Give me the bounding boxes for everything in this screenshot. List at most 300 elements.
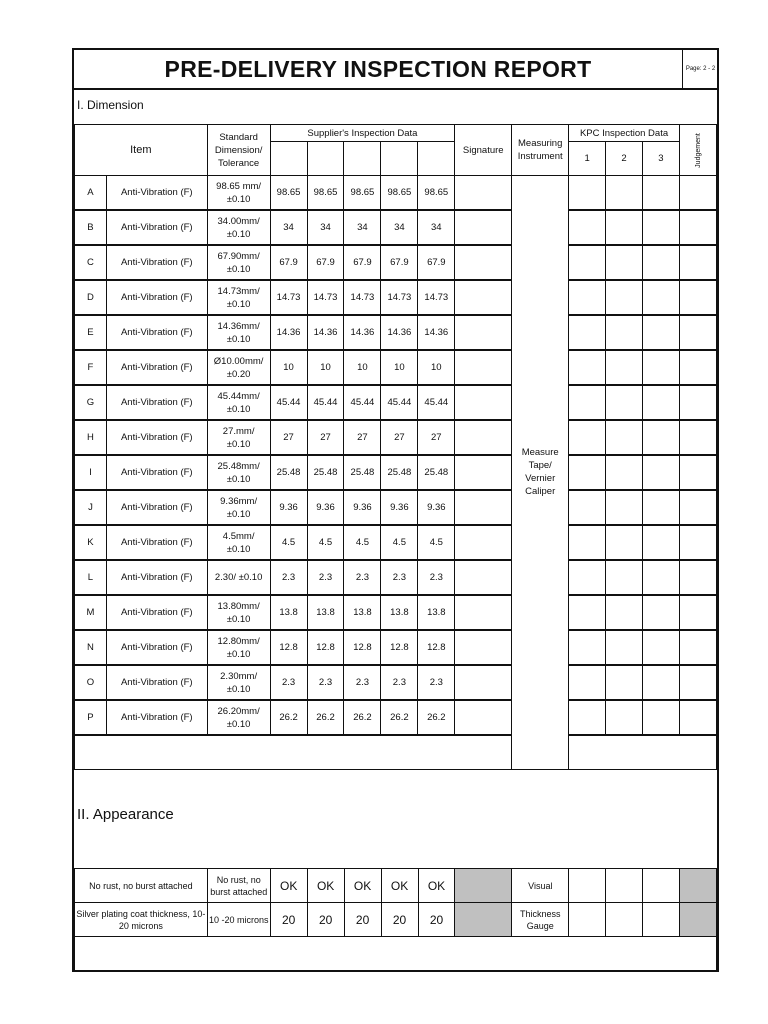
signature-cell bbox=[455, 420, 512, 455]
judgement-cell bbox=[679, 630, 716, 665]
kpc-value-3 bbox=[642, 490, 679, 525]
signature-cell bbox=[455, 176, 512, 211]
table-row bbox=[75, 560, 717, 595]
standard-tolerance: ±0.10 bbox=[226, 438, 251, 450]
kpc-value-1 bbox=[569, 280, 606, 315]
supplier-value-5: 34 bbox=[418, 210, 455, 245]
supplier-value-1: OK bbox=[270, 869, 307, 903]
judgement-cell bbox=[680, 869, 717, 903]
standard-value: 45.44mm/ bbox=[217, 390, 260, 402]
kpc-value-2 bbox=[606, 525, 643, 560]
standard-value: Ø10.00mm/ bbox=[213, 355, 264, 367]
judgement-cell bbox=[679, 665, 716, 700]
supplier-value-1: 10 bbox=[270, 350, 307, 385]
signature-cell bbox=[455, 903, 512, 937]
supplier-value-2: 26.2 bbox=[307, 700, 344, 735]
table-row bbox=[75, 420, 717, 455]
supplier-value-4: 98.65 bbox=[381, 176, 418, 211]
supplier-value-2: 98.65 bbox=[307, 176, 344, 211]
table-row bbox=[75, 350, 717, 385]
supplier-value-5: 25.48 bbox=[418, 455, 455, 490]
row-code: I bbox=[75, 455, 107, 490]
measuring-instrument-cell: Visual bbox=[512, 869, 569, 903]
kpc-value-1 bbox=[569, 595, 606, 630]
kpc-value-2 bbox=[606, 869, 643, 903]
supplier-value-4: 13.8 bbox=[381, 595, 418, 630]
judgement-cell bbox=[679, 455, 716, 490]
standard-tolerance: ±0.10 bbox=[226, 263, 251, 275]
supplier-value-4: 67.9 bbox=[381, 245, 418, 280]
standard-value: 4.5mm/ bbox=[222, 530, 255, 542]
kpc-value-1 bbox=[569, 420, 606, 455]
supplier-data-header: Supplier's Inspection Data bbox=[270, 125, 455, 142]
judgement-cell bbox=[679, 245, 716, 280]
supplier-value-3: 12.8 bbox=[344, 630, 381, 665]
judgement-cell bbox=[679, 385, 716, 420]
standard-tolerance: ±0.10 bbox=[226, 473, 251, 485]
row-code: A bbox=[75, 176, 107, 211]
dimension-table bbox=[74, 124, 717, 770]
row-standard bbox=[207, 630, 270, 665]
supplier-value-1: 4.5 bbox=[270, 525, 307, 560]
signature-cell bbox=[455, 595, 512, 630]
row-code: G bbox=[75, 385, 107, 420]
row-item: Anti-Vibration (F) bbox=[106, 245, 207, 280]
supplier-value-2: 45.44 bbox=[307, 385, 344, 420]
row-code: C bbox=[75, 245, 107, 280]
judgement-cell bbox=[679, 176, 716, 211]
row-item: Anti-Vibration (F) bbox=[106, 315, 207, 350]
kpc-value-1 bbox=[569, 630, 606, 665]
row-item: Anti-Vibration (F) bbox=[106, 630, 207, 665]
standard-tolerance: ±0.10 bbox=[226, 508, 251, 520]
supplier-value-1: 45.44 bbox=[270, 385, 307, 420]
kpc-value-3 bbox=[642, 210, 679, 245]
table-row bbox=[75, 315, 717, 350]
kpc-value-3 bbox=[642, 176, 679, 211]
kpc-value-2 bbox=[606, 245, 643, 280]
standard-tolerance: ±0.10 bbox=[226, 298, 251, 310]
supplier-value-3: 14.36 bbox=[344, 315, 381, 350]
standard-value: 14.36mm/ bbox=[217, 320, 260, 332]
row-code: O bbox=[75, 665, 107, 700]
supplier-value-3: 34 bbox=[344, 210, 381, 245]
row-standard bbox=[207, 210, 270, 245]
supplier-value-3: OK bbox=[344, 869, 381, 903]
supplier-value-4: 12.8 bbox=[381, 630, 418, 665]
kpc-value-1 bbox=[569, 176, 606, 211]
supplier-value-1: 14.36 bbox=[270, 315, 307, 350]
supplier-value-3: 14.73 bbox=[344, 280, 381, 315]
supplier-value-5: 14.73 bbox=[418, 280, 455, 315]
title-row bbox=[74, 50, 717, 90]
supplier-value-4: 34 bbox=[381, 210, 418, 245]
standard-tolerance: ±0.10 bbox=[226, 543, 251, 555]
kpc-value-2 bbox=[606, 595, 643, 630]
supplier-value-1: 2.3 bbox=[270, 560, 307, 595]
signature-cell bbox=[455, 560, 512, 595]
supplier-value-2: OK bbox=[307, 869, 344, 903]
row-item: Anti-Vibration (F) bbox=[106, 455, 207, 490]
standard-tolerance: ±0.10 bbox=[226, 613, 251, 625]
supplier-value-1: 67.9 bbox=[270, 245, 307, 280]
standard-value: 27.mm/ bbox=[222, 425, 255, 437]
kpc-value-3 bbox=[642, 455, 679, 490]
kpc-value-1 bbox=[569, 245, 606, 280]
kpc-value-3 bbox=[642, 280, 679, 315]
supplier-value-4: 2.3 bbox=[381, 560, 418, 595]
signature-cell bbox=[455, 490, 512, 525]
kpc-value-3 bbox=[642, 560, 679, 595]
supplier-value-1: 14.73 bbox=[270, 280, 307, 315]
row-item: Anti-Vibration (F) bbox=[106, 350, 207, 385]
supplier-value-5: OK bbox=[418, 869, 455, 903]
standard-value: 67.90mm/ bbox=[217, 250, 260, 262]
row-code: P bbox=[75, 700, 107, 735]
kpc-value-2 bbox=[606, 210, 643, 245]
standard-value: 2.30/ ±0.10 bbox=[214, 572, 263, 583]
supplier-value-2: 67.9 bbox=[307, 245, 344, 280]
supplier-value-4: 2.3 bbox=[381, 665, 418, 700]
kpc-value-3 bbox=[642, 525, 679, 560]
standard-value: 13.80mm/ bbox=[217, 600, 260, 612]
supplier-value-4: 10 bbox=[381, 350, 418, 385]
row-code: D bbox=[75, 280, 107, 315]
supplier-value-5: 13.8 bbox=[418, 595, 455, 630]
signature-cell bbox=[455, 385, 512, 420]
standard-value: 34.00mm/ bbox=[217, 215, 260, 227]
supplier-value-2: 20 bbox=[307, 903, 344, 937]
standard-tolerance: ±0.10 bbox=[226, 648, 251, 660]
supplier-value-3: 45.44 bbox=[344, 385, 381, 420]
supplier-value-4: 27 bbox=[381, 420, 418, 455]
supplier-value-1: 34 bbox=[270, 210, 307, 245]
supplier-value-2: 13.8 bbox=[307, 595, 344, 630]
measuring-instrument-cell: Measure Tape/ Vernier Caliper bbox=[512, 176, 569, 770]
kpc-value-2 bbox=[606, 903, 643, 937]
row-code: H bbox=[75, 420, 107, 455]
kpc-value-2 bbox=[606, 176, 643, 211]
row-standard bbox=[207, 245, 270, 280]
row-standard bbox=[207, 455, 270, 490]
row-item: Anti-Vibration (F) bbox=[106, 525, 207, 560]
kpc-value-2 bbox=[606, 630, 643, 665]
supplier-value-4: 9.36 bbox=[381, 490, 418, 525]
supplier-value-3: 26.2 bbox=[344, 700, 381, 735]
judgement-cell bbox=[679, 490, 716, 525]
supplier-value-3: 20 bbox=[344, 903, 381, 937]
kpc-value-3 bbox=[642, 350, 679, 385]
signature-cell bbox=[455, 869, 512, 903]
row-code: M bbox=[75, 595, 107, 630]
supplier-value-2: 10 bbox=[307, 350, 344, 385]
standard-tolerance: ±0.10 bbox=[226, 403, 251, 415]
supplier-value-3: 98.65 bbox=[344, 176, 381, 211]
table-row bbox=[75, 490, 717, 525]
row-item: Anti-Vibration (F) bbox=[106, 595, 207, 630]
supplier-value-2: 12.8 bbox=[307, 630, 344, 665]
judgement-cell bbox=[679, 595, 716, 630]
standard-value: 9.36mm/ bbox=[220, 495, 258, 507]
standard-header: Standard Dimension/ Tolerance bbox=[207, 125, 270, 176]
kpc-value-1 bbox=[569, 315, 606, 350]
row-item: Anti-Vibration (F) bbox=[106, 665, 207, 700]
measuring-instrument-header: Measuring Instrument bbox=[512, 125, 569, 176]
judgement-header bbox=[679, 125, 716, 176]
kpc-col-2: 2 bbox=[606, 142, 643, 176]
supplier-value-2: 4.5 bbox=[307, 525, 344, 560]
supplier-value-2: 27 bbox=[307, 420, 344, 455]
supplier-value-5: 45.44 bbox=[418, 385, 455, 420]
row-item: Anti-Vibration (F) bbox=[106, 490, 207, 525]
standard-value: 14.73mm/ bbox=[217, 285, 260, 297]
kpc-value-1 bbox=[569, 665, 606, 700]
kpc-value-1 bbox=[569, 560, 606, 595]
row-item: Anti-Vibration (F) bbox=[106, 560, 207, 595]
row-code: J bbox=[75, 490, 107, 525]
judgement-cell bbox=[679, 210, 716, 245]
supplier-value-5: 14.36 bbox=[418, 315, 455, 350]
supplier-col-4 bbox=[381, 142, 418, 176]
judgement-cell bbox=[680, 903, 717, 937]
judgement-cell bbox=[679, 350, 716, 385]
signature-cell bbox=[455, 630, 512, 665]
report-title: PRE-DELIVERY INSPECTION REPORT bbox=[164, 56, 592, 82]
row-standard bbox=[207, 595, 270, 630]
supplier-value-5: 67.9 bbox=[418, 245, 455, 280]
supplier-value-5: 27 bbox=[418, 420, 455, 455]
row-code: N bbox=[75, 630, 107, 665]
appearance-item: Silver plating coat thickness, 10-20 microns bbox=[75, 903, 208, 937]
supplier-col-2 bbox=[307, 142, 344, 176]
blank-row bbox=[75, 735, 717, 769]
supplier-value-5: 26.2 bbox=[418, 700, 455, 735]
supplier-value-5: 10 bbox=[418, 350, 455, 385]
kpc-data-header: KPC Inspection Data bbox=[569, 125, 680, 142]
page-number: Page: 2 - 2 bbox=[682, 50, 718, 88]
supplier-col-3 bbox=[344, 142, 381, 176]
supplier-value-3: 4.5 bbox=[344, 525, 381, 560]
blank-cell bbox=[75, 735, 512, 769]
supplier-value-4: 25.48 bbox=[381, 455, 418, 490]
supplier-value-3: 10 bbox=[344, 350, 381, 385]
supplier-value-4: 14.36 bbox=[381, 315, 418, 350]
row-item: Anti-Vibration (F) bbox=[106, 385, 207, 420]
signature-cell bbox=[455, 700, 512, 735]
kpc-value-2 bbox=[606, 455, 643, 490]
kpc-value-2 bbox=[606, 560, 643, 595]
supplier-value-5: 20 bbox=[418, 903, 455, 937]
kpc-value-2 bbox=[606, 280, 643, 315]
kpc-value-3 bbox=[642, 595, 679, 630]
appearance-section-title: II. Appearance bbox=[77, 806, 174, 823]
kpc-col-3: 3 bbox=[642, 142, 679, 176]
standard-tolerance: ±0.10 bbox=[226, 718, 251, 730]
kpc-value-3 bbox=[642, 665, 679, 700]
kpc-value-2 bbox=[606, 315, 643, 350]
supplier-col-5 bbox=[418, 142, 455, 176]
supplier-value-4: 45.44 bbox=[381, 385, 418, 420]
row-standard bbox=[207, 385, 270, 420]
supplier-value-5: 4.5 bbox=[418, 525, 455, 560]
supplier-value-2: 14.36 bbox=[307, 315, 344, 350]
table-row bbox=[75, 385, 717, 420]
judgement-cell bbox=[679, 420, 716, 455]
kpc-value-3 bbox=[642, 420, 679, 455]
blank-cell bbox=[75, 937, 717, 971]
row-item: Anti-Vibration (F) bbox=[106, 176, 207, 211]
item-header: Item bbox=[75, 125, 208, 176]
supplier-value-3: 9.36 bbox=[344, 490, 381, 525]
row-item: Anti-Vibration (F) bbox=[106, 700, 207, 735]
row-standard bbox=[207, 525, 270, 560]
standard-value: 98.65 mm/ bbox=[216, 180, 262, 192]
row-standard bbox=[207, 420, 270, 455]
kpc-value-3 bbox=[642, 385, 679, 420]
row-code: K bbox=[75, 525, 107, 560]
table-row bbox=[75, 210, 717, 245]
supplier-value-4: OK bbox=[381, 869, 418, 903]
supplier-value-1: 26.2 bbox=[270, 700, 307, 735]
kpc-value-1 bbox=[569, 455, 606, 490]
row-standard bbox=[207, 176, 270, 211]
row-standard bbox=[207, 315, 270, 350]
judgement-cell bbox=[679, 280, 716, 315]
signature-cell bbox=[455, 210, 512, 245]
supplier-value-2: 2.3 bbox=[307, 665, 344, 700]
standard-value: 12.80mm/ bbox=[217, 635, 260, 647]
supplier-value-2: 25.48 bbox=[307, 455, 344, 490]
kpc-value-1 bbox=[569, 525, 606, 560]
signature-cell bbox=[455, 665, 512, 700]
supplier-value-4: 4.5 bbox=[381, 525, 418, 560]
kpc-value-2 bbox=[606, 490, 643, 525]
inspection-report-sheet bbox=[72, 48, 719, 972]
supplier-value-4: 26.2 bbox=[381, 700, 418, 735]
row-standard bbox=[207, 350, 270, 385]
table-row bbox=[75, 630, 717, 665]
kpc-value-3 bbox=[642, 245, 679, 280]
row-standard bbox=[207, 490, 270, 525]
kpc-value-3 bbox=[643, 903, 680, 937]
judgement-cell bbox=[679, 560, 716, 595]
supplier-value-5: 98.65 bbox=[418, 176, 455, 211]
appearance-item: No rust, no burst attached bbox=[75, 869, 208, 903]
row-item: Anti-Vibration (F) bbox=[106, 210, 207, 245]
supplier-value-1: 13.8 bbox=[270, 595, 307, 630]
supplier-value-3: 67.9 bbox=[344, 245, 381, 280]
table-row bbox=[75, 525, 717, 560]
row-standard bbox=[207, 560, 270, 595]
standard-tolerance: ±0.10 bbox=[226, 228, 251, 240]
table-row bbox=[75, 455, 717, 490]
supplier-value-5: 2.3 bbox=[418, 560, 455, 595]
supplier-value-2: 2.3 bbox=[307, 560, 344, 595]
supplier-value-3: 13.8 bbox=[344, 595, 381, 630]
supplier-col-1 bbox=[270, 142, 307, 176]
kpc-col-1: 1 bbox=[569, 142, 606, 176]
supplier-value-1: 25.48 bbox=[270, 455, 307, 490]
supplier-value-5: 2.3 bbox=[418, 665, 455, 700]
appearance-standard: No rust, no burst attached bbox=[207, 869, 270, 903]
row-code: B bbox=[75, 210, 107, 245]
judgement-cell bbox=[679, 525, 716, 560]
signature-cell bbox=[455, 315, 512, 350]
kpc-value-3 bbox=[643, 869, 680, 903]
supplier-value-1: 98.65 bbox=[270, 176, 307, 211]
supplier-value-4: 14.73 bbox=[381, 280, 418, 315]
blank-row bbox=[75, 937, 717, 971]
kpc-value-2 bbox=[606, 420, 643, 455]
signature-cell bbox=[455, 280, 512, 315]
supplier-value-5: 12.8 bbox=[418, 630, 455, 665]
kpc-value-2 bbox=[606, 700, 643, 735]
supplier-value-3: 25.48 bbox=[344, 455, 381, 490]
kpc-value-2 bbox=[606, 385, 643, 420]
supplier-value-2: 34 bbox=[307, 210, 344, 245]
row-standard bbox=[207, 665, 270, 700]
standard-value: 25.48mm/ bbox=[217, 460, 260, 472]
row-code: L bbox=[75, 560, 107, 595]
appearance-table bbox=[74, 868, 717, 971]
kpc-value-1 bbox=[569, 385, 606, 420]
table-row bbox=[75, 665, 717, 700]
supplier-value-3: 2.3 bbox=[344, 560, 381, 595]
supplier-value-3: 27 bbox=[344, 420, 381, 455]
kpc-value-1 bbox=[569, 700, 606, 735]
blank-cell bbox=[569, 735, 717, 769]
row-item: Anti-Vibration (F) bbox=[106, 280, 207, 315]
measuring-instrument-cell: Thickness Gauge bbox=[512, 903, 569, 937]
kpc-value-3 bbox=[642, 630, 679, 665]
standard-tolerance: ±0.10 bbox=[226, 193, 251, 205]
table-row bbox=[75, 176, 717, 211]
judgement-cell bbox=[679, 315, 716, 350]
kpc-value-1 bbox=[569, 210, 606, 245]
row-standard bbox=[207, 280, 270, 315]
kpc-value-1 bbox=[569, 350, 606, 385]
table-row bbox=[75, 595, 717, 630]
judgement-label: Judgement bbox=[694, 133, 702, 168]
table-row bbox=[75, 869, 717, 903]
supplier-value-4: 20 bbox=[381, 903, 418, 937]
row-code: F bbox=[75, 350, 107, 385]
supplier-value-2: 9.36 bbox=[307, 490, 344, 525]
standard-tolerance: ±0.10 bbox=[226, 333, 251, 345]
standard-value: 2.30mm/ bbox=[220, 670, 258, 682]
kpc-value-3 bbox=[642, 315, 679, 350]
kpc-value-1 bbox=[569, 490, 606, 525]
table-row bbox=[75, 700, 717, 735]
kpc-value-1 bbox=[569, 869, 606, 903]
table-row bbox=[75, 245, 717, 280]
table-row bbox=[75, 280, 717, 315]
standard-tolerance: ±0.20 bbox=[226, 368, 251, 380]
supplier-value-2: 14.73 bbox=[307, 280, 344, 315]
signature-cell bbox=[455, 455, 512, 490]
appearance-standard: 10 -20 microns bbox=[207, 903, 270, 937]
row-code: E bbox=[75, 315, 107, 350]
row-item: Anti-Vibration (F) bbox=[106, 420, 207, 455]
signature-cell bbox=[455, 245, 512, 280]
supplier-value-1: 2.3 bbox=[270, 665, 307, 700]
kpc-value-1 bbox=[569, 903, 606, 937]
kpc-value-2 bbox=[606, 350, 643, 385]
dimension-section-title: I. Dimension bbox=[77, 98, 144, 112]
supplier-value-1: 20 bbox=[270, 903, 307, 937]
table-row bbox=[75, 903, 717, 937]
kpc-value-3 bbox=[642, 700, 679, 735]
